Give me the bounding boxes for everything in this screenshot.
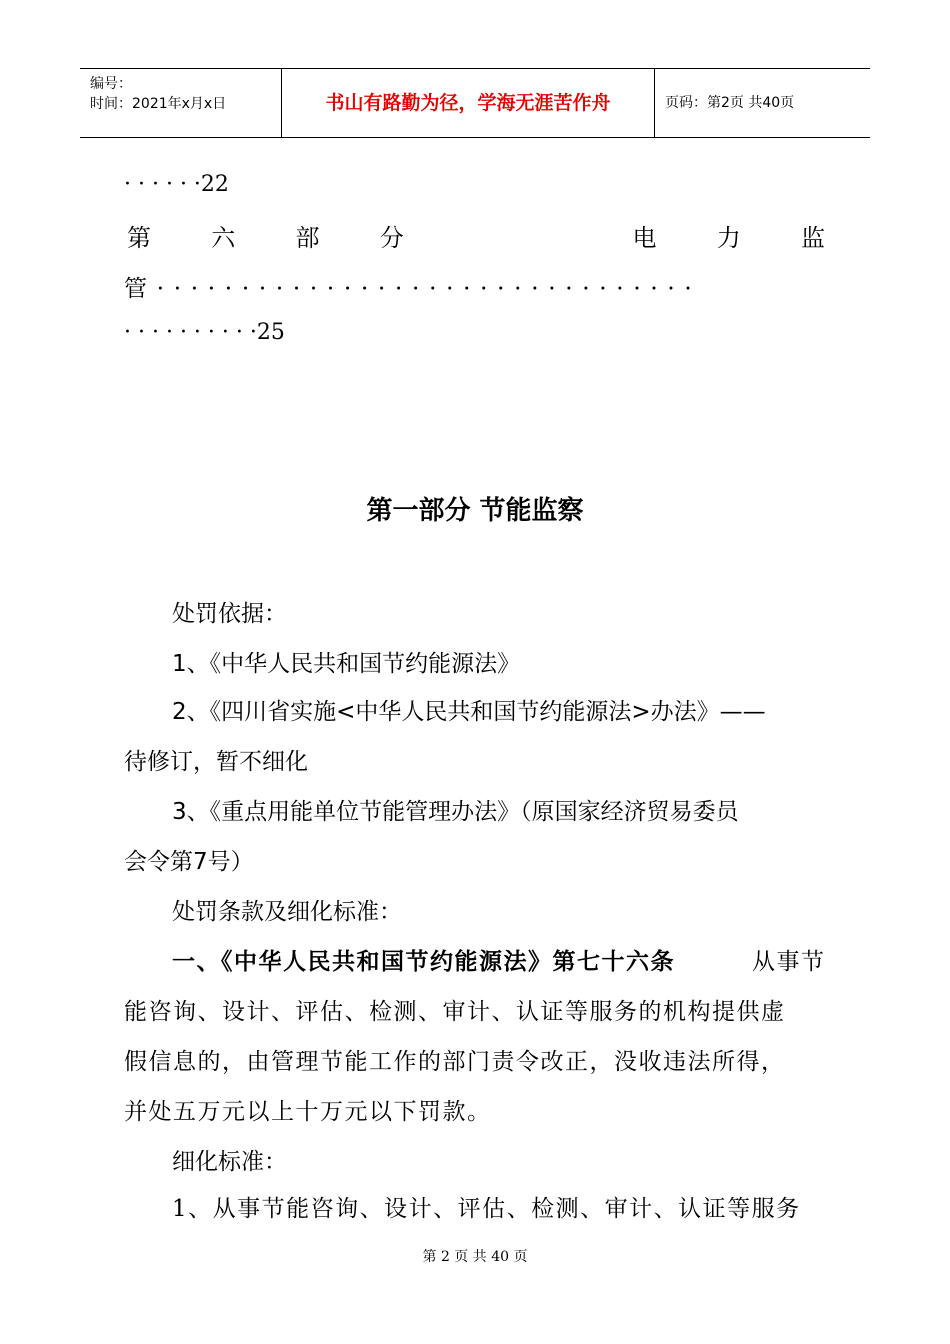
- toc-line-4: · · · · · · · · · ·25: [124, 320, 285, 345]
- article-line-2: 能咨询、设计、评估、检测、审计、认证等服务的机构提供虚: [124, 999, 786, 1025]
- basis-item-1: 1、《中华人民共和国节约能源法》: [172, 651, 521, 677]
- article-lead: 从事节: [752, 949, 826, 975]
- clauses-heading: 处罚条款及细化标准：: [172, 899, 402, 925]
- detail-item-1: 1、从事节能咨询、设计、评估、检测、审计、认证等服务: [172, 1196, 801, 1222]
- toc-line-3: 管 · · · · · · · · · · · · · · · · · · · · · · · · · · · · · · · ·: [124, 276, 693, 302]
- article-line-4: 并处五万元以上十万元以下罚款。: [124, 1099, 492, 1125]
- basis-item-2-cont: 待修订，暂不细化: [124, 749, 308, 775]
- toc-char: 分: [379, 224, 404, 252]
- toc-line-1: · · · · · ·22: [124, 172, 229, 197]
- motto: 书山有路勤为径，学海无涯苦作舟: [282, 69, 655, 137]
- time-label: 时间：2021年x月x日: [90, 96, 227, 112]
- toc-char: 第: [127, 224, 151, 252]
- basis-heading: 处罚依据：: [172, 601, 287, 627]
- section-title: 第一部分 节能监察: [366, 496, 584, 526]
- article-title: 一、《中华人民共和国节约能源法》第七十六条: [172, 948, 675, 975]
- toc-char: [545, 218, 575, 253]
- page-header: [80, 68, 870, 138]
- toc-char: [461, 218, 491, 253]
- basis-item-2: 2、《四川省实施<中华人民共和国节约能源法>办法》——: [172, 699, 766, 725]
- toc-char: 六: [211, 224, 236, 252]
- toc-char: 力: [716, 224, 741, 252]
- header-meta-cell: [80, 69, 282, 137]
- basis-item-3: 3、《重点用能单位节能管理办法》（原国家经济贸易委员: [172, 799, 739, 825]
- toc-char: 电: [632, 224, 657, 252]
- detail-heading: 细化标准：: [172, 1149, 287, 1175]
- toc-char: 部: [295, 224, 320, 252]
- toc-part6-line: [124, 218, 828, 253]
- page-footer: 第 2 页 共 40 页: [422, 1249, 528, 1265]
- basis-item-3-cont: 会令第7号）: [124, 849, 254, 875]
- number-label: 编号：: [90, 76, 132, 92]
- toc-char: 监: [801, 224, 825, 252]
- article-line-3: 假信息的，由管理节能工作的部门责令改正，没收违法所得，: [124, 1049, 786, 1075]
- page-info: 页码：第2页 共40页: [665, 95, 795, 111]
